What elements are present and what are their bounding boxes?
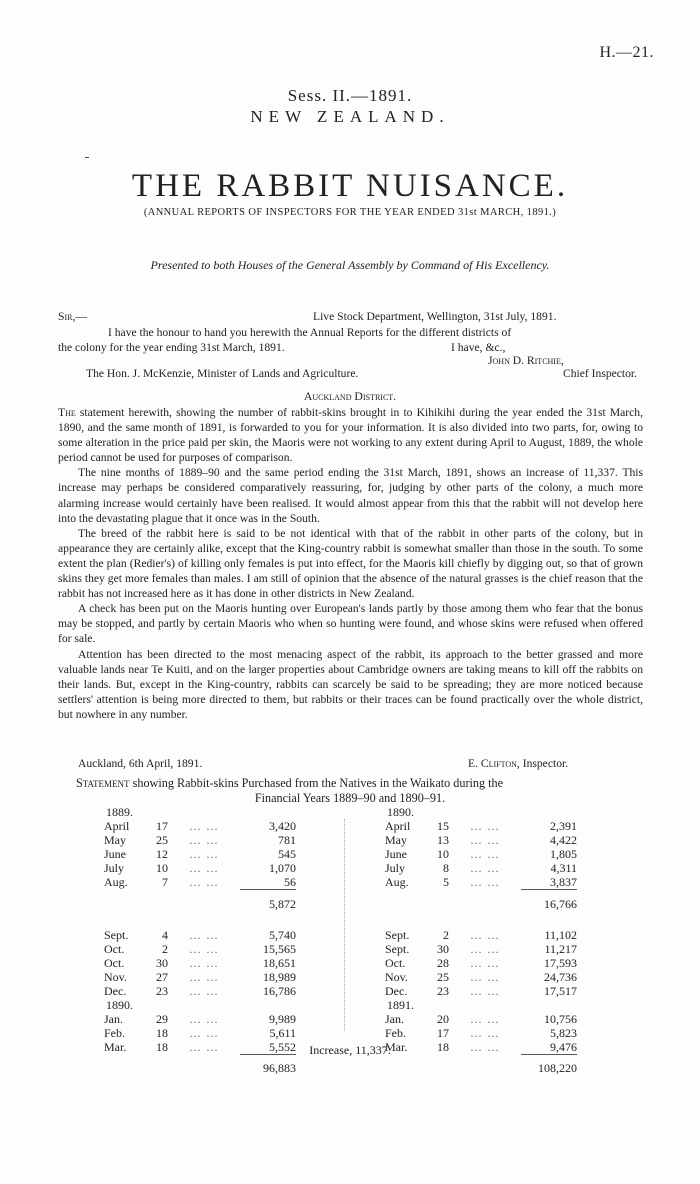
letter-header-line [58,309,640,324]
table-row [104,1026,296,1040]
day-cell: 17 [156,819,168,833]
month-cell: Feb. [385,1025,406,1040]
report-paragraph-5: Attention has been directed to the most menacing aspect of the rabbit, its approach to the better grassed and more valuable lands near Te Kuiti, and on the larger properties about Cambridge owners are taking means to kill off the rabbits on their lands. But, except in the King-country, rabbits can scarcely be said to be spreading; they are more noticed because settlers' attention is being more directed to them, but rabbits or their traces can be found practically over the whole district, but nowhere in any number. [58,647,643,721]
table-row [385,956,577,970]
value-cell: 11,217 [544,941,577,956]
month-cell: Sept. [104,927,129,942]
table-row [104,970,296,984]
letter-body-2: the colony for the year ending 31st March, 1891. [58,341,285,354]
leader-dots: … … [470,833,500,847]
leader-dots: … … [189,1039,219,1054]
leader-dots: … … [470,819,500,833]
table-row [385,890,577,914]
report-paragraph-3: The breed of the rabbit here is said to be not identical with that of the rabbit in other parts of the colony, but in appearance they are certainly alike, except that the King-country rabbit is somewhat smaller than those in the south. To some extent the plan (Redier's) of killing only females is put into effect, for the Maoris kill chiefly by digging out, so that of grown skins they get more females than males. I am still of opinion that the absence of the natural grasses is the chief reason that the rabbit has not increased here as it has done in other districts in New Zealand. [58,526,643,601]
table-row [385,970,577,984]
country-line: NEW ZEALAND. [250,107,450,126]
month-cell: April [104,819,130,833]
spacer-cell [385,914,577,928]
month-cell: June [104,847,126,861]
day-cell: 30 [437,941,449,956]
leader-dots: … … [470,875,500,890]
value-cell: 3,420 [269,819,296,833]
value-cell: 5,823 [550,1025,577,1040]
month-cell: Jan. [104,1011,123,1026]
month-cell: July [104,861,125,875]
leader-dots: … … [189,833,219,847]
day-cell: 18 [437,1039,449,1054]
subtotal-cell: 108,220 [521,1054,577,1078]
value-cell: 9,476 [550,1039,577,1054]
salutation: Sir,— [58,310,87,323]
table-row [104,984,296,998]
leader-dots: … … [470,1039,500,1054]
report-paragraph-4: A check has been put on the Maoris hunting over European's lands partly by those among them who fear that the bonus may be stopped, and partly by certain Maoris who when so hunting were found, and whose skins were refused when offered for sale. [58,602,643,646]
report-paragraph-2: The nine months of 1889–90 and the same period ending the 31st March, 1891, shows an increase of 11,337. This increase may perhaps be considered comparatively reassuring, for, judging by other parts of the colony, a much more alarming increase would certainly have been realised. It would almost appear from this that the rabbit will not develop here into the devastating plague that it once was in the South. [58,466,643,525]
month-cell: Mar. [104,1039,127,1054]
table-row [104,819,296,833]
spacer-cell [104,914,296,928]
letter-signatory: John D. Ritchie, [488,354,564,367]
table-row [385,847,577,861]
day-cell: 2 [162,941,168,956]
leader-dots: … … [470,983,500,998]
month-cell: April [385,819,411,833]
day-cell: 8 [443,861,449,875]
leader-dots: … … [189,983,219,998]
value-cell: 11,102 [544,927,577,942]
statement-right [385,805,577,1078]
spacer-cell [385,890,521,914]
day-cell: 7 [162,875,168,890]
month-cell: Oct. [104,955,125,970]
table-row [104,914,296,928]
month-cell: Oct. [104,941,125,956]
table-row [385,819,577,833]
value-cell: 16,786 [263,983,296,998]
letter-addressee: The Hon. J. McKenzie, Minister of Lands and Agriculture. [86,367,359,380]
day-cell: 18 [156,1025,168,1040]
presented-line: Presented to both Houses of the General Assembly by Command of His Excellency. [150,258,550,272]
table-row [385,928,577,942]
leader-dots: … … [470,861,500,875]
value-cell: 17,593 [544,955,577,970]
session-line: Sess. II.—1891. [287,86,413,105]
leader-dots: … … [470,1025,500,1040]
day-cell: 4 [162,927,168,942]
month-cell: Aug. [104,875,128,890]
value-cell: 9,989 [269,1011,296,1026]
day-cell: 5 [443,875,449,890]
value-cell: 18,989 [263,969,296,984]
value-cell: 5,740 [269,927,296,942]
table-row [385,942,577,956]
day-cell: 27 [156,969,168,984]
month-cell: Sept. [385,941,410,956]
value-cell: 4,422 [550,833,577,847]
page-code: H.—21. [599,44,654,61]
value-cell: 15,565 [263,941,296,956]
month-cell: Aug. [385,875,409,890]
value-cell: 56 [284,875,296,889]
table-row [385,875,577,890]
report-signature: E. Clifton, Inspector. [468,757,569,770]
table-row [104,1012,296,1026]
report-sign-date: Auckland, 6th April, 1891. [78,757,203,770]
report-body [58,405,643,722]
table-row [104,805,296,819]
leader-dots: … … [470,927,500,942]
month-cell: Sept. [385,927,410,942]
month-cell: Dec. [104,983,127,998]
table-row [104,928,296,942]
day-cell: 23 [156,983,168,998]
statement-title: Statement showing Rabbit-skins Purchased from the Natives in the Waikato during the [76,776,504,790]
month-cell: Nov. [385,969,408,984]
value-cell: 2,391 [550,819,577,833]
value-cell: 1,805 [550,847,577,861]
spacer-cell [104,890,240,914]
month-cell: Feb. [104,1025,125,1040]
leader-dots: … … [189,847,219,861]
statement-title-2: Financial Years 1889–90 and 1890–91. [254,791,446,805]
table-row [385,1012,577,1026]
report-heading: Auckland District. [303,389,397,403]
table-row [104,890,296,914]
leader-dots: … … [189,875,219,890]
letter-signatory-title: Chief Inspector. [563,367,638,380]
value-cell: 545 [278,847,296,861]
table-row [385,805,577,819]
value-cell: 10,756 [544,1011,577,1026]
column-divider [344,819,346,1031]
report-paragraph-1: The statement herewith, showing the number of rabbit-skins brought in to Kihikihi during the year ended the 31st March, 1890, and the same month of 1891, is forwarded to you for your information. It is also divided into two parts, for, owing to some alteration in the price paid per skin, the Maoris were not working to any extent during April to August, 1889, the whole period cannot be used for purposes of comparison. [58,406,643,465]
leader-dots: … … [189,1025,219,1040]
month-cell: Nov. [104,969,127,984]
document-title: THE RABBIT NUISANCE. [131,168,569,204]
leader-dots: … … [189,927,219,942]
value-cell: 5,552 [269,1039,296,1054]
day-cell: 13 [437,833,449,847]
table-row [104,833,296,847]
leader-dots: … … [470,847,500,861]
value-cell: 781 [278,833,296,847]
month-cell: June [385,847,407,861]
leader-dots: … … [470,941,500,956]
leader-dots: … … [470,955,500,970]
value-cell: 18,651 [263,955,296,970]
year-label: 1890. [387,805,414,819]
table-row [385,998,577,1012]
leader-dots: … … [470,969,500,984]
month-cell: Oct. [385,955,406,970]
value-cell: 5,611 [269,1025,296,1040]
month-cell: Dec. [385,983,408,998]
month-cell: May [385,833,407,847]
page-mark [85,157,89,158]
day-cell: 15 [437,819,449,833]
table-row [104,942,296,956]
subtotal-cell: 5,872 [240,890,296,914]
month-cell: Jan. [385,1011,404,1026]
table-row [104,998,296,1012]
leader-dots: … … [189,861,219,875]
leader-dots: … … [189,1011,219,1026]
day-cell: 23 [437,983,449,998]
table-row [104,875,296,890]
day-cell: 10 [156,861,168,875]
leader-dots: … … [189,955,219,970]
day-cell: 30 [156,955,168,970]
day-cell: 12 [156,847,168,861]
month-cell: Mar. [385,1039,408,1054]
value-cell: 3,837 [550,875,577,889]
month-cell: May [104,833,126,847]
day-cell: 29 [156,1011,168,1026]
document-subtitle: (ANNUAL REPORTS OF INSPECTORS FOR THE YEAR ENDED 31st MARCH, 1891.) [143,207,557,218]
table-row [104,861,296,875]
table-row [385,861,577,875]
day-cell: 10 [437,847,449,861]
leader-dots: … … [189,941,219,956]
statement-left [104,805,296,1078]
letter-dateline: Live Stock Department, Wellington, 31st July, 1891. [313,310,557,323]
table-row [385,984,577,998]
value-cell: 1,070 [269,861,296,875]
table-row [385,1026,577,1040]
day-cell: 17 [437,1025,449,1040]
day-cell: 2 [443,927,449,942]
table-row [385,914,577,928]
value-cell: 17,517 [544,983,577,998]
day-cell: 25 [437,969,449,984]
day-cell: 18 [156,1039,168,1054]
day-cell: 25 [156,833,168,847]
month-cell: July [385,861,406,875]
subtotal-cell: 96,883 [240,1054,296,1078]
table-row [104,847,296,861]
value-cell: 24,736 [544,969,577,984]
leader-dots: … … [189,969,219,984]
year-label: 1891. [387,997,414,1012]
year-label: 1889. [106,805,133,819]
table-row [385,833,577,847]
day-cell: 28 [437,955,449,970]
letter-body-1: I have the honour to hand you herewith the Annual Reports for the different districts of [108,326,512,339]
leader-dots: … … [189,819,219,833]
day-cell: 20 [437,1011,449,1026]
subtotal-cell: 16,766 [521,890,577,914]
value-cell: 4,311 [550,861,577,875]
year-label: 1890. [106,997,133,1012]
leader-dots: … … [470,1011,500,1026]
table-row [104,956,296,970]
increase-line: Increase, 11,337. [309,1043,391,1057]
letter-closing: I have, &c., [451,341,506,354]
